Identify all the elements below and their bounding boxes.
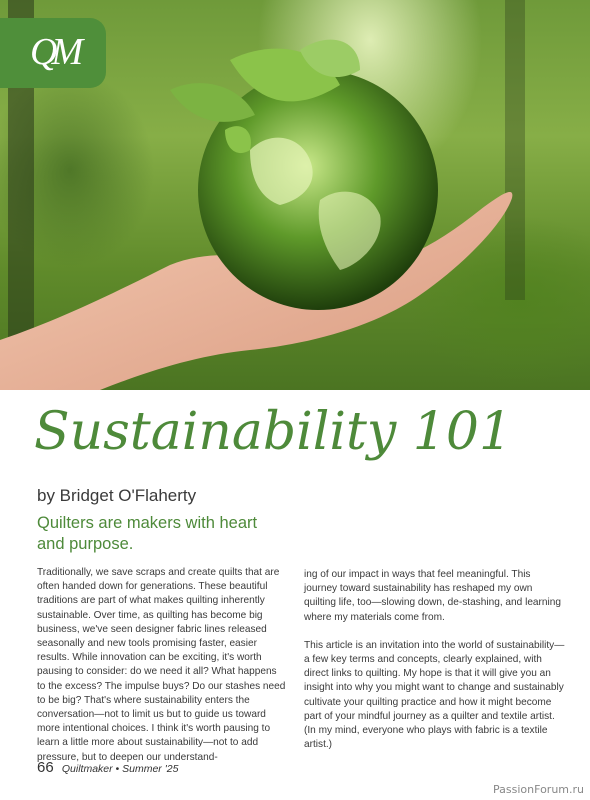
qm-logo-badge bbox=[0, 18, 106, 88]
article-subhead: Quilters are makers with heart and purpose. bbox=[37, 514, 258, 553]
page-footer bbox=[37, 759, 178, 776]
magazine-issue: Quiltmaker • Summer '25 bbox=[61, 763, 179, 775]
page-number: 66 bbox=[37, 759, 54, 776]
article-byline: by Bridget O'Flaherty bbox=[37, 486, 197, 505]
column-right bbox=[304, 568, 566, 766]
article-title: Sustainability 101 bbox=[34, 402, 513, 462]
paragraph: Traditionally, we save scraps and create quilts that are often handed down for generations. These beautiful traditions are part of what makes quilting inherently sustainable. Over time, as quilting has become big business, we've seen designer fabric lines released seasonally and new tools promising faster, easier results. While innovation can be exciting, it's worth pausing to consider: do we need it all? What happens to the excess? The impulse buys? Do our stashes need to be big? That's where sustainability enters the conversation—not to limit us but to guide us toward more intentional choices. I think it's worth pausing to learn a little more about sustainability—not to add pressure, but to deepen our understand- bbox=[37, 567, 286, 763]
qm-logo-text: QM bbox=[30, 31, 78, 73]
column-left bbox=[37, 566, 287, 779]
site-watermark: PassionForum.ru bbox=[493, 783, 584, 796]
paragraph: This article is an invitation into the world of sustainability—a few key terms and concepts, clearly explained, with direct links to quilting. My hope is that it will give you an insight into why you might want to change and sustainably cultivate your quilting practice and how it might become part of your mindful journey as a quilter and textile artist. (In my mind, everyone who plays with fabric is a textile artist.) bbox=[304, 639, 565, 751]
hero-image bbox=[0, 0, 590, 390]
paragraph: ing of our impact in ways that feel meaningful. This journey toward sustainability has reshaped my own quilting life, too—slowing down, de-stashing, and learning where my materials come from. bbox=[304, 569, 561, 623]
